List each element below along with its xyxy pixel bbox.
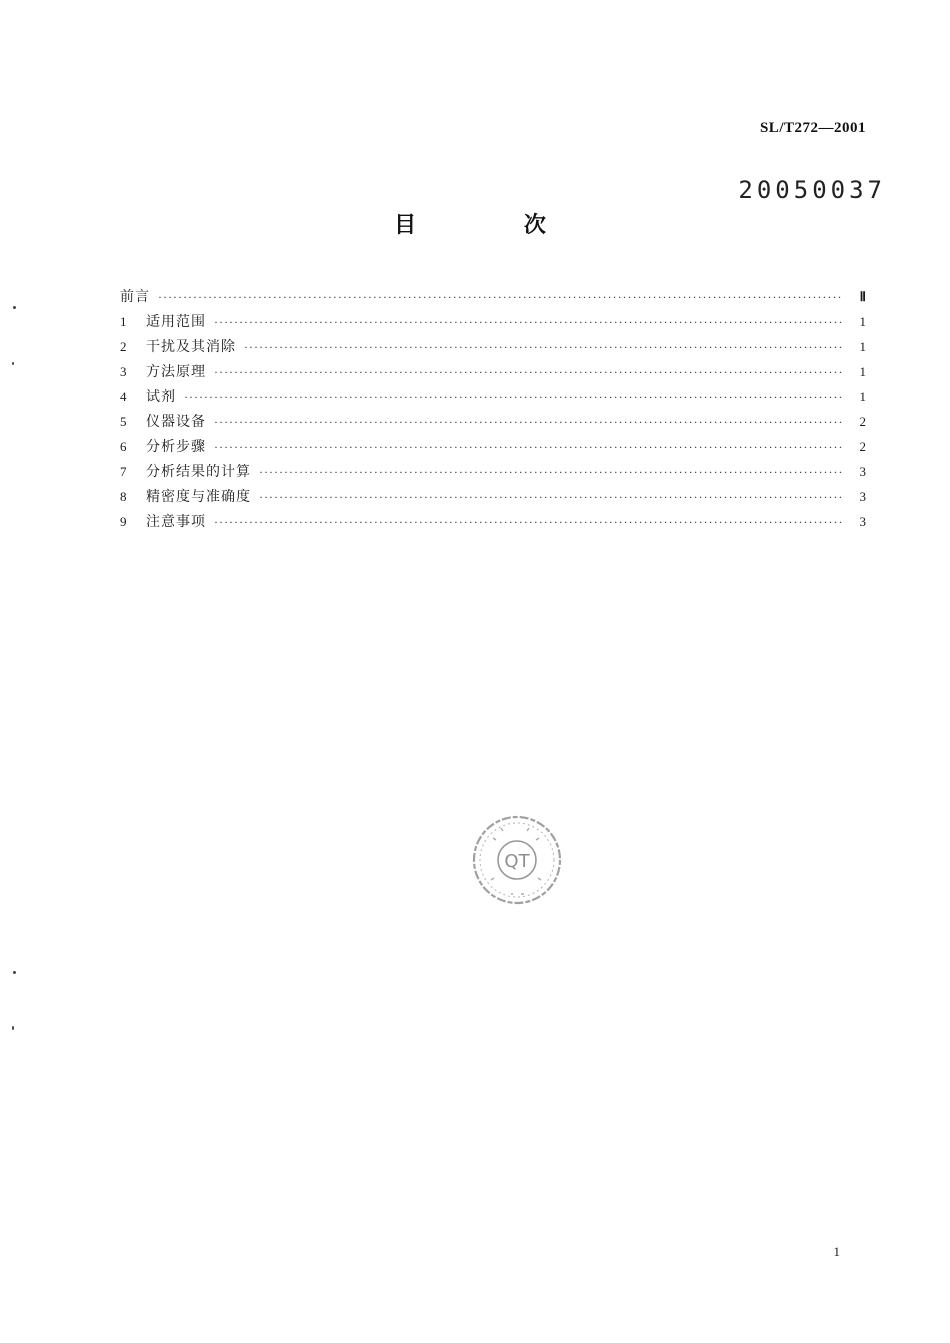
toc-entry-number: 6: [120, 439, 127, 454]
toc-entry-9[interactable]: [120, 511, 866, 536]
toc-entry-number: 7: [120, 464, 127, 479]
toc-entry-label: 干扰及其消除: [146, 339, 236, 355]
toc-entry-page: 2: [859, 439, 866, 454]
toc-entry-number: 4: [120, 389, 127, 404]
toc-entry-label: 方法原理: [146, 364, 206, 380]
toc-entry-page: 1: [859, 314, 866, 329]
toc-leader-dots: [214, 415, 842, 430]
toc-entry-page: Ⅱ: [859, 289, 866, 304]
toc-entry-label: 分析结果的计算: [146, 464, 251, 480]
toc-entry-label: 试剂: [146, 389, 176, 405]
toc-leader-dots: [158, 290, 842, 305]
toc-entry-label: 分析步骤: [146, 439, 206, 455]
toc-entry-number: 5: [120, 414, 127, 429]
page-number: 1: [833, 1244, 840, 1259]
toc-entry-8[interactable]: [120, 486, 866, 511]
toc-leader-dots: [214, 440, 842, 455]
toc-entry-page: 2: [859, 414, 866, 429]
toc-entry-number: 3: [120, 364, 127, 379]
toc-leader-dots: [244, 340, 842, 355]
toc-entry-1[interactable]: [120, 311, 866, 336]
toc-entry-label: 精密度与准确度: [146, 489, 251, 505]
toc-entry-3[interactable]: [120, 361, 866, 386]
scan-speck: [12, 362, 14, 365]
toc-entry-label: 仪器设备: [146, 414, 206, 430]
toc-title: 目 次: [394, 213, 596, 238]
toc-entry-number: 2: [120, 339, 127, 354]
table-of-contents: [120, 286, 866, 536]
toc-entry-number: 8: [120, 489, 127, 504]
toc-entry-number: 9: [120, 514, 127, 529]
toc-entry-label: 注意事项: [146, 514, 206, 530]
toc-entry-5[interactable]: [120, 411, 866, 436]
toc-leader-dots: [214, 515, 842, 530]
toc-entry-page: 3: [859, 464, 866, 479]
toc-entry-page: 1: [859, 389, 866, 404]
toc-entry-6[interactable]: [120, 436, 866, 461]
toc-entry-page: 1: [859, 339, 866, 354]
toc-entry-page: 3: [859, 489, 866, 504]
toc-leader-dots: [259, 490, 842, 505]
toc-entry-foreword[interactable]: [120, 286, 866, 311]
standard-code: SL/T272—2001: [759, 120, 866, 136]
toc-entry-4[interactable]: [120, 386, 866, 411]
toc-entry-number: 1: [120, 314, 127, 329]
scan-speck: [13, 971, 16, 974]
toc-entry-label: 适用范围: [146, 314, 206, 330]
library-seal-stamp: [471, 814, 563, 906]
toc-leader-dots: [214, 365, 842, 380]
scan-speck: [12, 1026, 14, 1030]
seal-center-text: QT: [504, 851, 530, 872]
toc-leader-dots: [184, 390, 842, 405]
toc-entry-7[interactable]: [120, 461, 866, 486]
toc-leader-dots: [214, 315, 842, 330]
scan-speck: [13, 306, 16, 309]
toc-entry-2[interactable]: [120, 336, 866, 361]
toc-entry-page: 1: [859, 364, 866, 379]
toc-leader-dots: [259, 465, 842, 480]
toc-entry-page: 3: [859, 514, 866, 529]
stamp-number: 20050037: [738, 176, 886, 204]
toc-entry-label: 前言: [120, 289, 150, 305]
